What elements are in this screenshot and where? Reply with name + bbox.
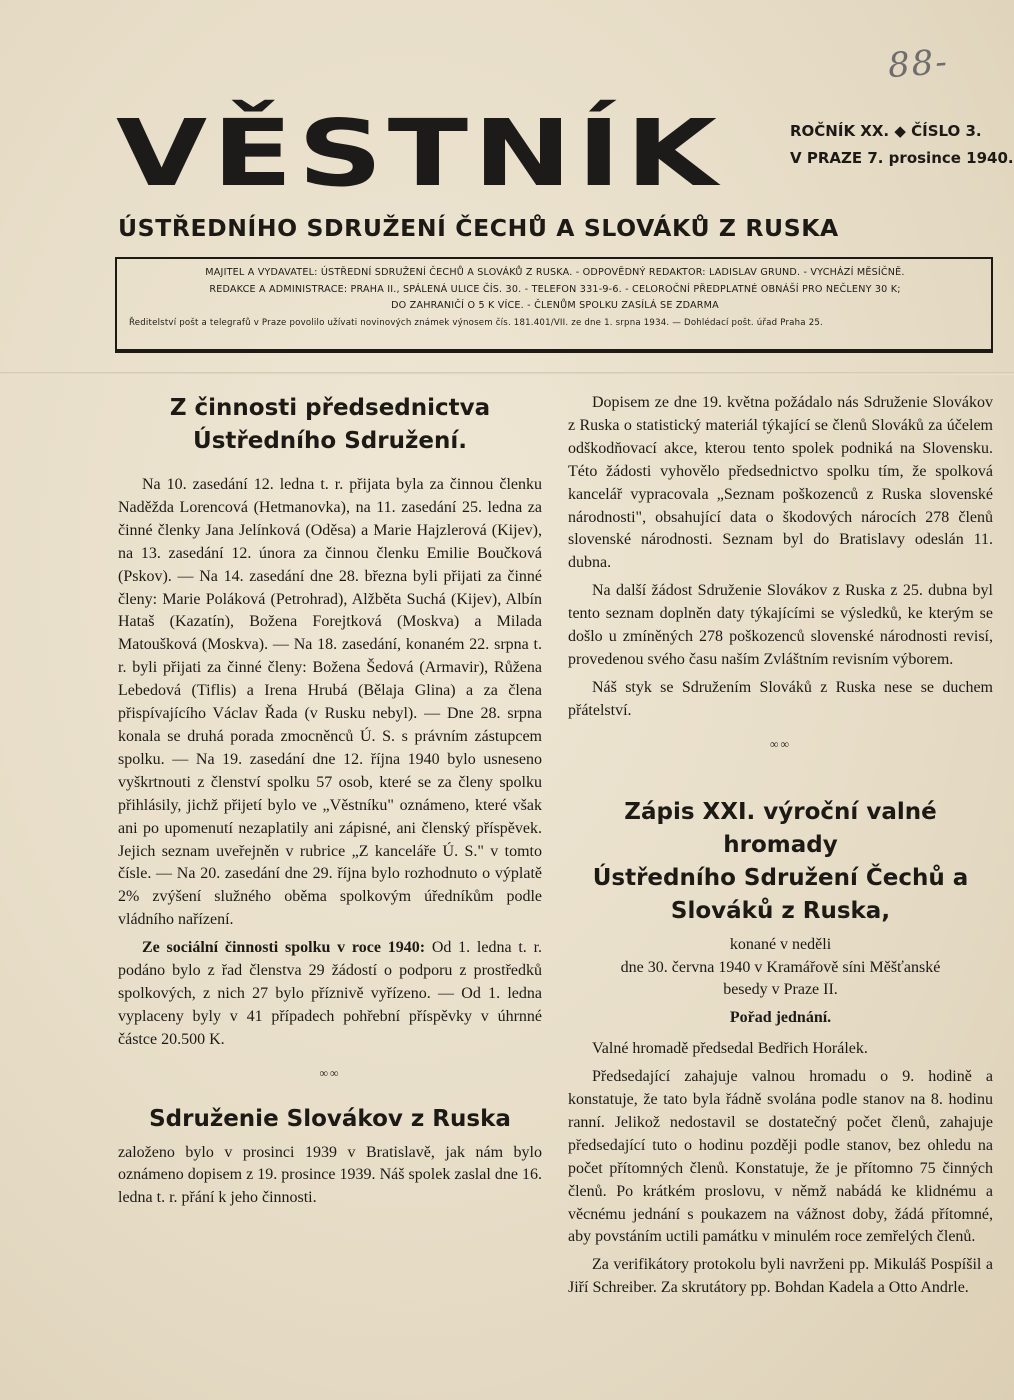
info-line: REDAKCE A ADMINISTRACE: PRAHA II., SPÁLENÁ ULICE ČÍS. 30. - TELEFON 331-9-6. - CELOROČNÍ PŘEDPLATNÉ OBNÁŠÍ PRO NEČLENY 30 K;: [209, 283, 901, 295]
article-heading: Z činnosti předsednictva: [169, 395, 491, 421]
article-paragraph: Za verifikátory protokolu byli navrženi pp. Mikuláš Pospíšil a Jiří Schreiber. Za skrutátory pp. Bohdan Kadela a Otto Andrle.: [568, 1256, 993, 1297]
agenda-heading: Pořad jednání.: [729, 1009, 832, 1027]
meeting-info: dne 30. června 1940 v Kramářově síni Měšťanské: [620, 958, 941, 976]
article-heading: Slováků z Ruska,: [670, 897, 891, 924]
publisher-info-box: [115, 257, 993, 353]
info-line: DO ZAHRANIČÍ O 5 K VÍCE. - ČLENŮM SPOLKU ZASÍLÁ SE ZDARMA: [391, 300, 719, 311]
article-paragraph: Předsedající zahajuje valnou hromadu o 9. hodině a konstatuje, že tato byla řádně svolána podle stanov na 8. hodinu ranní. Jelikož nedostavil se dostatečný počet členů, zahajuje předsedající tuto o hodinu později podle stanov, bez ohledu na počet přítomných členů. Konstatuje, že je přítomno 75 činných členů. Po krátkém proslovu, v němž nabádá ke klidnému a věcnému jednání s poukazem na vážnost doby, žádá přítomné, aby povstáním uctili památku v minulém roce zemřelých členů.: [568, 1068, 993, 1246]
masthead-title: VĚSTNÍK: [116, 100, 723, 207]
meeting-info: konané v neděli: [729, 935, 832, 953]
issue-volume-number: ROČNÍK XX. ◆ ČÍSLO 3.: [790, 122, 982, 140]
issue-info: [790, 118, 1014, 172]
article-heading: Zápis XXI. výroční valné hromady: [624, 798, 937, 858]
article-heading: Ústředního Sdružení Čechů a: [592, 864, 969, 891]
masthead-subtitle: ÚSTŘEDNÍHO SDRUŽENÍ ČECHŮ A SLOVÁKŮ Z RUSKA: [118, 214, 839, 242]
info-line-postal: Ředitelství pošt a telegrafů v Praze povolilo užívati novinových známek výnosem čís. 181.401/VII. ze dne 1. srpna 1934. — Dohlédací pošt. úřad Praha 25.: [129, 317, 823, 328]
fold-crease: [0, 372, 1014, 375]
right-column: [568, 392, 993, 1305]
meeting-info: besedy v Praze II.: [723, 981, 838, 999]
article-paragraph: Valné hromadě předsedal Bedřich Horálek.: [592, 1040, 868, 1058]
paragraph-lead: Ze sociální činnosti spolku v roce 1940:: [142, 939, 426, 957]
handwritten-note: 88-: [886, 41, 951, 87]
info-line: MAJITEL A VYDAVATEL: ÚSTŘEDNÍ SDRUŽENÍ ČECHŮ A SLOVÁKŮ Z RUSKA. - ODPOVĚDNÝ REDAKTOR: LADISLAV GRUND. - VYCHÁZÍ MĚSÍČNĚ.: [205, 267, 905, 278]
ornament-divider: ∞∞: [769, 736, 792, 751]
left-column: [118, 392, 542, 1215]
issue-date: V PRAZE 7. prosince 1940.: [790, 149, 1014, 167]
article-paragraph: založeno bylo v prosinci 1939 v Bratislavě, jak nám bylo oznámeno dopisem z 19. prosince 1939. Náš spolek zaslal dne 16. ledna t. r. přání k jeho činnosti.: [118, 1143, 542, 1207]
article-paragraph: Na 10. zasedání 12. ledna t. r. přijata byla za činnou členku Naděžda Lorencová (Hetmanovka), na 11. zasedání 25. ledna za činné členky Jana Jelínková (Oděsa) a Marie Hajzlerová (Kijev), na 13. zasedání 12. února za činnou členku Emilie Boučková (Pskov). — Na 14. zasedání dne 28. března byli přijati za činné členy: Marie Poláková (Petrohrad), Alžběta Suchá (Kijev), Albín Hataš (Kazatín), Božena Forejtková (Moskva) a Milada Matoušková (Moskva). — Na 18. zasedání, konaném 22. srpna t. r. byli přijati za činné členy: Božena Šedová (Armavir), Růžena Lebedová (Tiflis) a Irena Hrubá (Bělaja Glina) a za člena přispívajícího Václav Řada (v Rusku nebyl). — Dne 28. srpna konala se druhá porada zmocněnců Ú. S. s právním zástupcem spolku. — Na 19. zasedání dne 12. října 1940 bylo usneseno vyškrtnouti z členství spolku 57 osob, které se za členy spolku přihlásily, jichž přijetí bylo ve „Věstníku" oznámeno, které však ani po upomenutí nezaplatily ani zápisné, ani členský příspěvek. Jejich seznam uveřejněn v rubrice „Z kanceláře Ú. S." v tomto čísle. — Na 20. zasedání dne 29. října bylo rozhodnuto o výplatě 2% zvýšení služného oběma spolkovým úředníkům podle vládního nařízení.: [118, 476, 542, 929]
article-heading: Ústředního Sdružení.: [193, 428, 467, 454]
ornament-divider: ∞∞: [319, 1065, 341, 1080]
article-paragraph: Na další žádost Sdruženie Slovákov z Ruska z 25. dubna byl tento seznam doplněn daty týkajícími se výsledků, ke kterým se došlo u zmíněných 278 poškozenců slovenské národnosti revisí, provedenou svého času naším Zvláštním revisním výborem.: [568, 582, 993, 668]
article-paragraph: Ze sociální činnosti spolku v roce 1940: Od 1. ledna t. r. podáno bylo z řad členstva 29 žádostí o podporu z prostředků spolkových, z nich 27 bylo příznivě vyřízeno. — Od 1. ledna vyplaceny byly v 41 případech pohřební příspěvky v úhrnné částce 20.500 K.: [118, 939, 543, 1048]
article-paragraph: Dopisem ze dne 19. května požádalo nás Sdruženie Slovákov z Ruska o statistický materiál týkající se členů Slováků za účelem odškodňovací akce, kterou tento spolek podniká na Slovensku. Této žádosti vyhovělo předsednictvo spolku tím, že spolková kancelář vypracovala „Seznam poškozenců z Ruska slovenské národnosti", obsahující data o škodových nárocích 278 členů slovenské národnosti. Seznam byl do Bratislavy odeslán 11. dubna.: [568, 394, 993, 572]
article-heading: Sdruženie Slovákov z Ruska: [149, 1105, 511, 1132]
article-paragraph: Náš styk se Sdružením Slováků z Ruska nese se duchem přátelství.: [568, 678, 993, 719]
